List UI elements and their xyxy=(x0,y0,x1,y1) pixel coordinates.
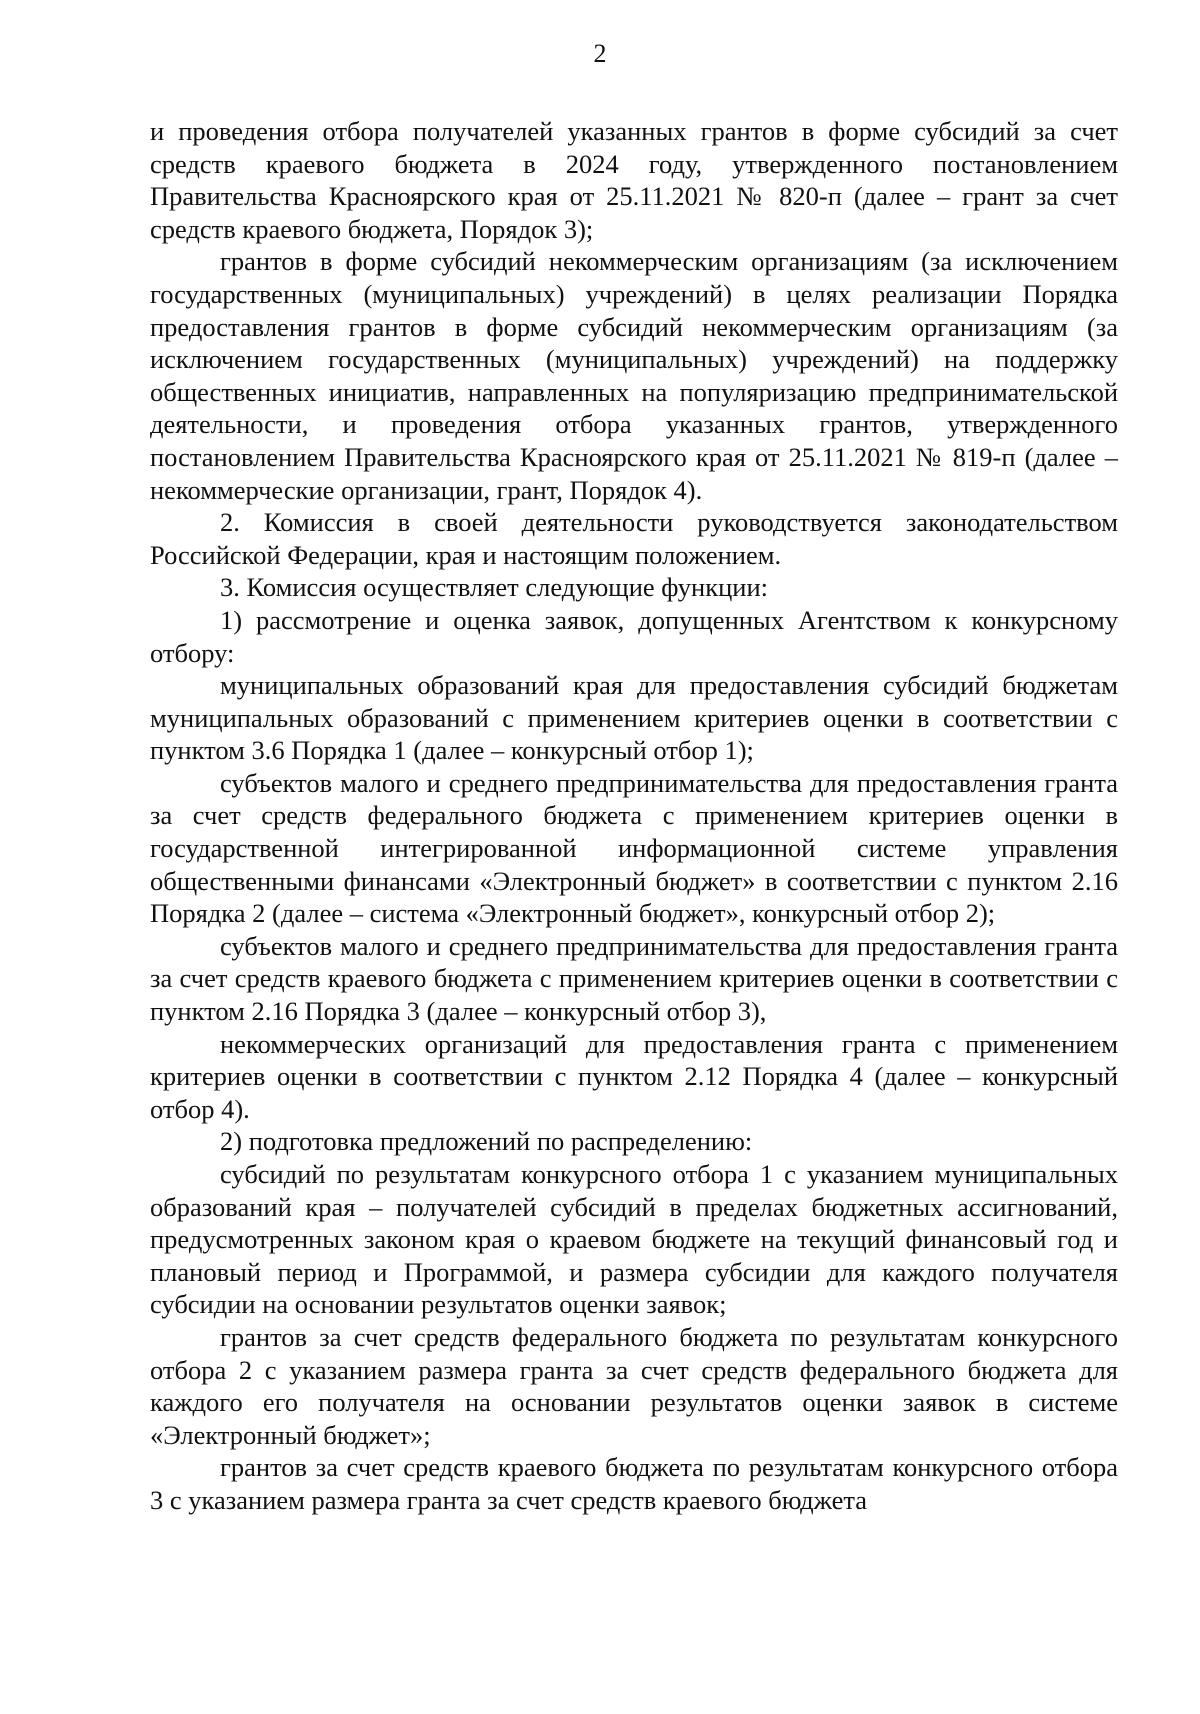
paragraph: 2) подготовка предложений по распределению: xyxy=(220,1126,753,1157)
paragraph: 3. Комиссия осуществляет следующие функции: xyxy=(220,572,768,603)
paragraph: субъектов малого и среднего предпринимательства для предоставления гранта за счет средств федерального бюджета с применением критериев оценки в государственной интегрированной информационной системе управления общественными финансами «Электронный бюджет» в соответствии с пунктом 2.16 Порядка 2 (далее – система «Электронный бюджет», конкурсный отбор 2); xyxy=(150,767,1118,929)
paragraph: некоммерческих организаций для предоставления гранта с применением критериев оценки в соответствии с пунктом 2.12 Порядка 4 (далее – конкурсный отбор 4). xyxy=(150,1028,1118,1124)
paragraph: муниципальных образований края для предоставления субсидий бюджетам муниципальных образований с применением критериев оценки в соответствии с пунктом 3.6 Порядка 1 (далее – конкурсный отбор 1); xyxy=(150,670,1118,766)
paragraph: 2. Комиссия в своей деятельности руководствуется законодательством Российской Федерации, края и настоящим положением. xyxy=(150,507,1118,570)
paragraph: субсидий по результатам конкурсного отбора 1 с указанием муниципальных образований края – получателей субсидий в пределах бюджетных ассигнований, предусмотренных законом края о краевом бюджете на текущий финансовый год и плановый период и Программой, и размера субсидии для каждого получателя субсидии на основании результатов оценки заявок; xyxy=(150,1159,1118,1320)
paragraph: субъектов малого и среднего предпринимательства для предоставления гранта за счет средств краевого бюджета с применением критериев оценки в соответствии с пунктом 2.16 Порядка 3 (далее – конкурсный отбор 3), xyxy=(150,930,1118,1027)
paragraph: и проведения отбора получателей указанных грантов в форме субсидий за счет средств краевого бюджета в 2024 году, утвержденного постановлением Правительства Красноярского края от 25.11.2021 № 820-п (далее – грант за счет средств краевого бюджета, Порядок 3); xyxy=(150,116,1118,244)
paragraph: 1) рассмотрение и оценка заявок, допущенных Агентством к конкурсному отбору: xyxy=(150,604,1118,668)
document-body xyxy=(150,115,1118,1517)
page-number: 2 xyxy=(593,39,607,68)
paragraph: грантов за счет средств федерального бюджета по результатам конкурсного отбора 2 с указанием размера гранта за счет средств федерального бюджета для каждого его получателя на основании результатов оценки заявок в системе «Электронный бюджет»; xyxy=(150,1321,1118,1450)
paragraph: грантов в форме субсидий некоммерческим организациям (за исключением государственных (муниципальных) учреждений) в целях реализации Порядка предоставления грантов в форме субсидий некоммерческим организациям (за исключением государственных (муниципальных) учреждений) на поддержку общественных инициатив, направленных на популяризацию предпринимательской деятельности, и проведения отбора указанных грантов, утвержденного постановлением Правительства Красноярского края от 25.11.2021 № 819-п (далее – некоммерческие организации, грант, Порядок 4). xyxy=(150,246,1118,505)
paragraph: грантов за счет средств краевого бюджета по результатам конкурсного отбора 3 с указанием размера гранта за счет средств краевого бюджета xyxy=(150,1452,1118,1515)
